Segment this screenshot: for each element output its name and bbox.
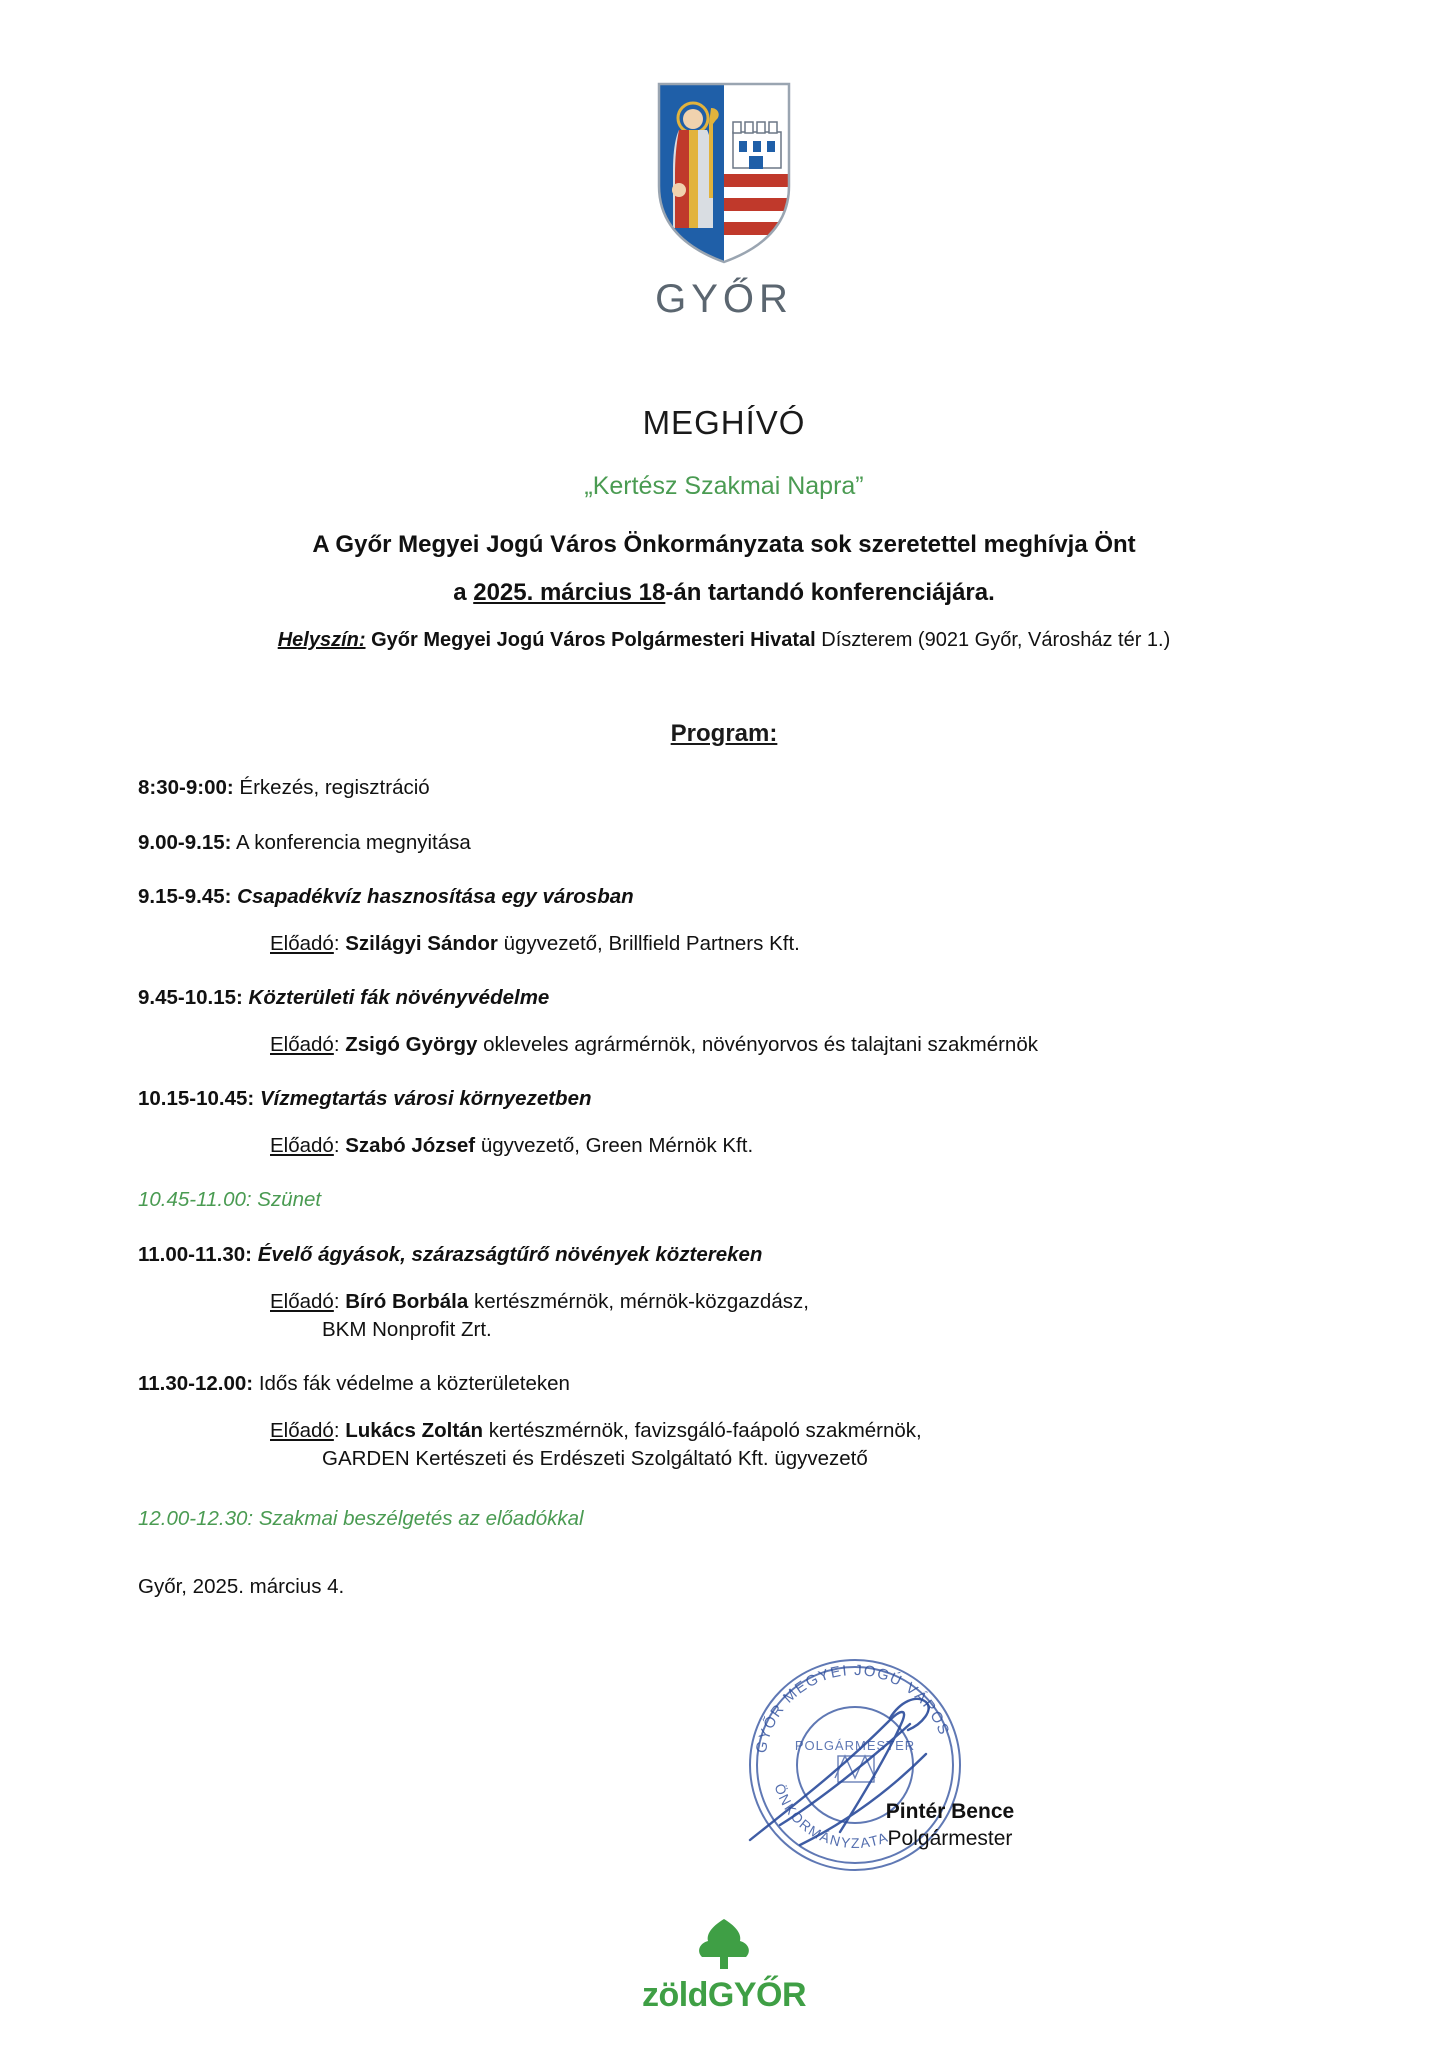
- program-time: 9.45-10.15:: [138, 986, 243, 1010]
- event-subtitle: „Kertész Szakmai Napra”: [584, 472, 864, 500]
- program-description: Csapadékvíz hasznosítása egy városban: [231, 885, 634, 909]
- invitation-line-1: A Győr Megyei Jogú Város Önkormányzata sok szeretettel meghívja Önt: [312, 531, 1136, 558]
- signature-block: [820, 1800, 1080, 1851]
- speaker-label: Előadó: [270, 1289, 334, 1313]
- program-description: Közterületi fák növényvédelme: [242, 986, 550, 1010]
- invitation-line-2-prefix: a: [453, 579, 474, 606]
- program-time: 8:30-9:00:: [138, 776, 234, 799]
- tree-icon: [676, 1915, 772, 1973]
- speaker-label: Előadó: [270, 1418, 334, 1442]
- program-speaker: Előadó: Szilágyi Sándor ügyvezető, Brillfield Partners Kft.: [270, 932, 800, 956]
- invitation-line-2-suffix: -án tartandó konferenciájára.: [665, 579, 995, 606]
- speaker-detail-line2: BKM Nonprofit Zrt.: [322, 1317, 492, 1341]
- program-description: Évelő ágyások, szárazságtűrő növények köztereken: [252, 1242, 763, 1266]
- svg-text:ÖNKORMÁNYZATA: ÖNKORMÁNYZATA: [771, 1781, 891, 1852]
- speaker-detail: ügyvezető, Brillfield Partners Kft.: [497, 932, 800, 956]
- program-heading: Program:: [670, 720, 778, 747]
- gyor-coat-of-arms-icon: [649, 78, 799, 268]
- page-title: MEGHÍVÓ: [642, 404, 806, 441]
- speaker-name: Szabó József: [345, 1133, 476, 1157]
- speaker-label: Előadó: [270, 932, 334, 956]
- program-speaker: Előadó: Bíró Borbála kertészmérnök, mérnök-közgazdász, BKM Nonprofit Zrt.: [138, 1288, 1316, 1345]
- program-row: [138, 1241, 1316, 1269]
- program-description: Vízmegtartás városi környezetben: [254, 1087, 592, 1111]
- speaker-name: Bíró Borbála: [345, 1289, 469, 1313]
- venue-address: Díszterem (9021 Győr, Városház tér 1.): [821, 629, 1171, 651]
- program-description: A konferencia megnyitása: [231, 830, 471, 854]
- program-row: [138, 829, 1316, 857]
- speaker-label: Előadó: [270, 1133, 334, 1157]
- speaker-detail: kertészmérnök, mérnök-közgazdász,: [468, 1289, 809, 1313]
- speaker-detail: kertészmérnök, favizsgáló-faápoló szakmérnök,: [483, 1418, 922, 1442]
- city-crest-block: [0, 0, 1448, 322]
- speaker-label: Előadó: [270, 1032, 334, 1056]
- crest-graphic: [649, 78, 799, 322]
- program-row: [138, 774, 1316, 802]
- speaker-detail: ügyvezető, Green Mérnök Kft.: [475, 1133, 754, 1157]
- logo-suffix: GYŐR: [707, 1976, 807, 2014]
- speaker-detail-line2: GARDEN Kertészeti és Erdészeti Szolgáltató Kft. ügyvezető: [322, 1447, 868, 1471]
- speaker-name: Szilágyi Sándor: [345, 932, 498, 956]
- program-time: 10.15-10.45:: [138, 1087, 255, 1111]
- program-row: [138, 1085, 1316, 1113]
- program-description: Szünet: [251, 1188, 322, 1212]
- crest-city-name: GYŐR: [655, 277, 793, 321]
- program-time: 10.45-11.00:: [138, 1188, 252, 1212]
- program-time: 11.00-11.30:: [138, 1242, 252, 1266]
- document-date: Győr, 2025. március 4.: [138, 1575, 345, 1599]
- program-time: 9.00-9.15:: [138, 830, 232, 854]
- program-row: [138, 984, 1316, 1012]
- program-speaker: Előadó: Szabó József ügyvezető, Green Mérnök Kft.: [270, 1133, 754, 1157]
- program-speaker: Előadó: Lukács Zoltán kertészmérnök, favizsgáló-faápoló szakmérnök, GARDEN Kertészeti és Erdészeti Szolgáltató Kft. ügyvezető: [138, 1417, 1316, 1474]
- program-row-break: [138, 1186, 1316, 1214]
- speaker-name: Lukács Zoltán: [345, 1418, 484, 1442]
- speaker-name: Zsigó György: [345, 1032, 478, 1056]
- invitation-line-2: [0, 579, 1448, 607]
- signer-name: Pintér Bence: [885, 1800, 1015, 1823]
- svg-text:GYŐR MEGYEI JOGÚ VÁROS: GYŐR MEGYEI JOGÚ VÁROS: [752, 1661, 953, 1755]
- closing-item: 12.00-12.30: Szakmai beszélgetés az előadókkal: [138, 1507, 584, 1531]
- program-list: [0, 774, 1448, 1473]
- venue-label: Helyszín:: [277, 629, 366, 651]
- signer-role: Polgármester: [887, 1827, 1013, 1850]
- zoldgyor-wordmark: [0, 1978, 1448, 2012]
- program-time: 11.30-12.00:: [138, 1372, 254, 1396]
- program-time: 9.15-9.45:: [138, 885, 232, 909]
- logo-prefix: zöld: [641, 1976, 708, 2014]
- svg-text:POLGÁRMESTER: POLGÁRMESTER: [794, 1738, 916, 1753]
- venue-line: [0, 629, 1448, 652]
- venue-institution: Győr Megyei Jogú Város Polgármesteri Hivatal: [371, 629, 816, 651]
- program-speaker: Előadó: Zsigó György okleveles agrármérnök, növényorvos és talajtani szakmérnök: [270, 1032, 1038, 1056]
- zoldgyor-logo: [0, 1915, 1448, 2012]
- program-row: [138, 883, 1316, 911]
- speaker-detail: okleveles agrármérnök, növényorvos és talajtani szakmérnök: [477, 1032, 1038, 1056]
- program-description: Idős fák védelme a közterületeken: [253, 1372, 570, 1396]
- program-description: Érkezés, regisztráció: [233, 776, 430, 799]
- invitation-date: 2025. március 18: [473, 579, 666, 606]
- program-row: [138, 1370, 1316, 1398]
